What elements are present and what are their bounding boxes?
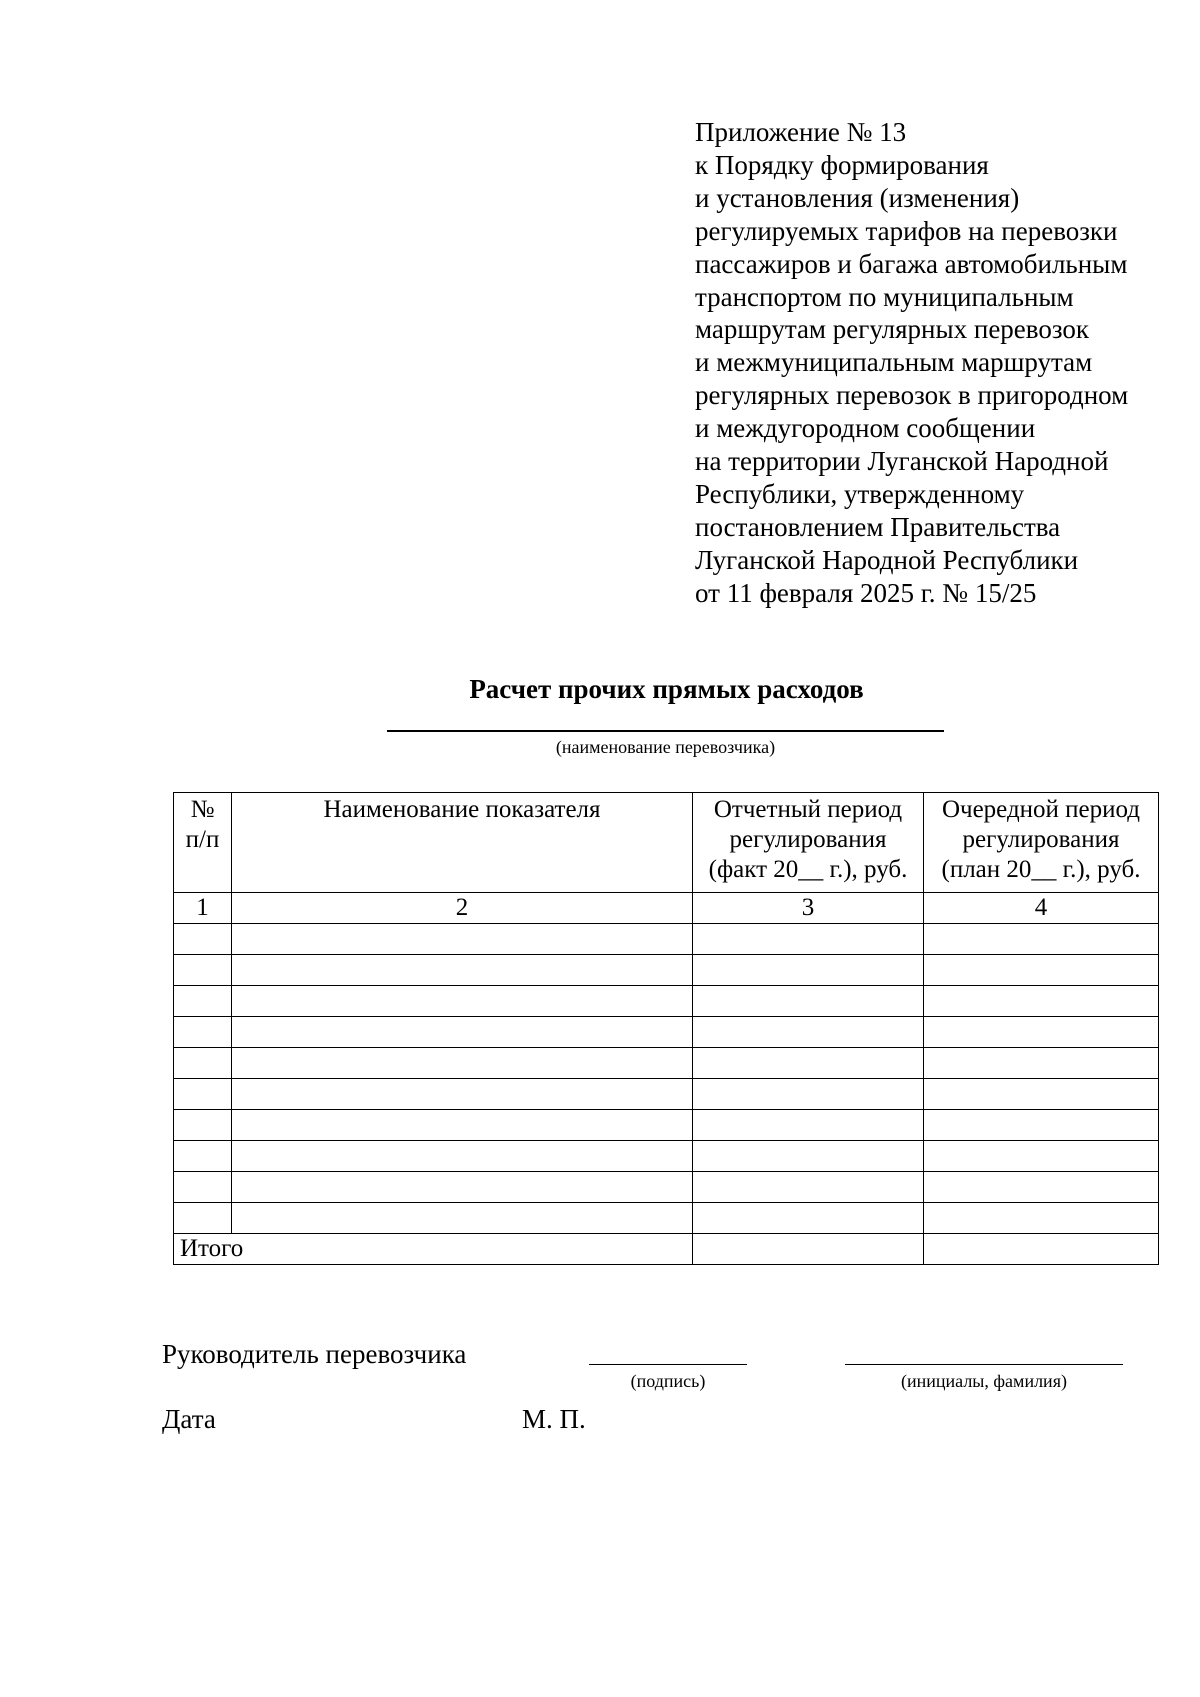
appendix-line: от 11 февраля 2025 г. № 15/25 [695, 577, 1037, 608]
name-line[interactable] [845, 1364, 1123, 1365]
column-number: 2 [232, 893, 693, 924]
header-next-line: регулирования [962, 826, 1120, 853]
table-row [174, 924, 1159, 955]
row-number-cell[interactable] [174, 1203, 232, 1234]
row-next-cell[interactable] [924, 1203, 1159, 1234]
appendix-line: Республики, утвержденному [695, 478, 1025, 509]
stamp-label: М. П. [522, 1404, 586, 1434]
table-header-row [174, 793, 1159, 893]
row-reporting-cell[interactable] [693, 955, 924, 986]
row-reporting-cell[interactable] [693, 924, 924, 955]
row-indicator-cell[interactable] [232, 1079, 693, 1110]
total-row [174, 1234, 1159, 1265]
row-number-cell[interactable] [174, 1141, 232, 1172]
column-number: 4 [924, 893, 1159, 924]
row-reporting-cell[interactable] [693, 1110, 924, 1141]
header-indicator [232, 793, 693, 893]
signature-caption: (подпись) [630, 1371, 706, 1391]
header-reporting-line: Отчетный период [713, 796, 903, 823]
appendix-line: и междугородном сообщении [695, 413, 1036, 444]
header-next-period [924, 793, 1159, 893]
row-number-cell[interactable] [174, 1110, 232, 1141]
header-reporting-period [693, 793, 924, 893]
row-next-cell[interactable] [924, 1048, 1159, 1079]
table-row [174, 1203, 1159, 1234]
row-reporting-cell[interactable] [693, 1017, 924, 1048]
appendix-line: пассажиров и багажа автомобильным [695, 248, 1128, 279]
row-next-cell[interactable] [924, 1141, 1159, 1172]
row-indicator-cell[interactable] [232, 1048, 693, 1079]
appendix-header [695, 116, 1128, 610]
header-number-line: п/п [185, 826, 220, 853]
appendix-line: к Порядку формирования [695, 149, 989, 180]
date-label: Дата [162, 1404, 216, 1434]
total-reporting-cell[interactable] [693, 1234, 924, 1265]
row-indicator-cell[interactable] [232, 1172, 693, 1203]
document-title: Расчет прочих прямых расходов [469, 674, 864, 704]
appendix-line: и межмуниципальным маршрутам [695, 347, 1093, 378]
row-next-cell[interactable] [924, 1079, 1159, 1110]
appendix-line: маршрутам регулярных перевозок [695, 314, 1089, 345]
total-next-cell[interactable] [924, 1234, 1159, 1265]
row-number-cell[interactable] [174, 1172, 232, 1203]
row-indicator-cell[interactable] [232, 1141, 693, 1172]
header-indicator-line: Наименование показателя [323, 796, 601, 823]
appendix-line: и установления (изменения) [695, 182, 1020, 213]
column-number: 3 [693, 893, 924, 924]
row-reporting-cell[interactable] [693, 1172, 924, 1203]
header-reporting-line: (факт 20__ г.), руб. [708, 856, 908, 883]
table-row [174, 1079, 1159, 1110]
row-number-cell[interactable] [174, 986, 232, 1017]
table-row [174, 1017, 1159, 1048]
expenses-table [173, 792, 1159, 1265]
row-reporting-cell[interactable] [693, 1141, 924, 1172]
row-indicator-cell[interactable] [232, 986, 693, 1017]
signature-line[interactable] [589, 1364, 747, 1365]
table-row [174, 955, 1159, 986]
row-next-cell[interactable] [924, 1110, 1159, 1141]
row-number-cell[interactable] [174, 1079, 232, 1110]
column-number-row [174, 893, 1159, 924]
row-indicator-cell[interactable] [232, 1203, 693, 1234]
appendix-line: регулярных перевозок в пригородном [695, 380, 1129, 411]
table-row [174, 1172, 1159, 1203]
carrier-name-caption: (наименование перевозчика) [555, 737, 776, 757]
name-caption: (инициалы, фамилия) [901, 1371, 1067, 1391]
row-indicator-cell[interactable] [232, 924, 693, 955]
appendix-line: на территории Луганской Народной [695, 446, 1109, 477]
row-reporting-cell[interactable] [693, 1079, 924, 1110]
appendix-line: транспортом по муниципальным [695, 281, 1074, 312]
header-number [174, 793, 232, 893]
appendix-line: Луганской Народной Республики [695, 544, 1079, 575]
total-label: Итого [174, 1234, 693, 1265]
column-number: 1 [174, 893, 232, 924]
row-reporting-cell[interactable] [693, 986, 924, 1017]
row-next-cell[interactable] [924, 1017, 1159, 1048]
row-indicator-cell[interactable] [232, 1110, 693, 1141]
row-number-cell[interactable] [174, 1017, 232, 1048]
row-next-cell[interactable] [924, 986, 1159, 1017]
header-next-line: (план 20__ г.), руб. [941, 856, 1141, 883]
header-reporting-line: регулирования [729, 826, 887, 853]
table-row [174, 1110, 1159, 1141]
table-row [174, 1141, 1159, 1172]
row-reporting-cell[interactable] [693, 1048, 924, 1079]
appendix-line: регулируемых тарифов на перевозки [695, 215, 1118, 246]
row-next-cell[interactable] [924, 924, 1159, 955]
signature-label: Руководитель перевозчика [162, 1339, 467, 1369]
header-number-line: № [190, 796, 215, 823]
appendix-line: Приложение № 13 [695, 117, 907, 147]
table-row [174, 986, 1159, 1017]
appendix-line: постановлением Правительства [695, 511, 1061, 542]
carrier-name-line [387, 730, 944, 732]
table-row [174, 1048, 1159, 1079]
row-number-cell[interactable] [174, 1048, 232, 1079]
row-number-cell[interactable] [174, 955, 232, 986]
row-indicator-cell[interactable] [232, 1017, 693, 1048]
row-next-cell[interactable] [924, 1172, 1159, 1203]
row-next-cell[interactable] [924, 955, 1159, 986]
row-indicator-cell[interactable] [232, 955, 693, 986]
row-reporting-cell[interactable] [693, 1203, 924, 1234]
row-number-cell[interactable] [174, 924, 232, 955]
header-next-line: Очередной период [941, 796, 1141, 823]
